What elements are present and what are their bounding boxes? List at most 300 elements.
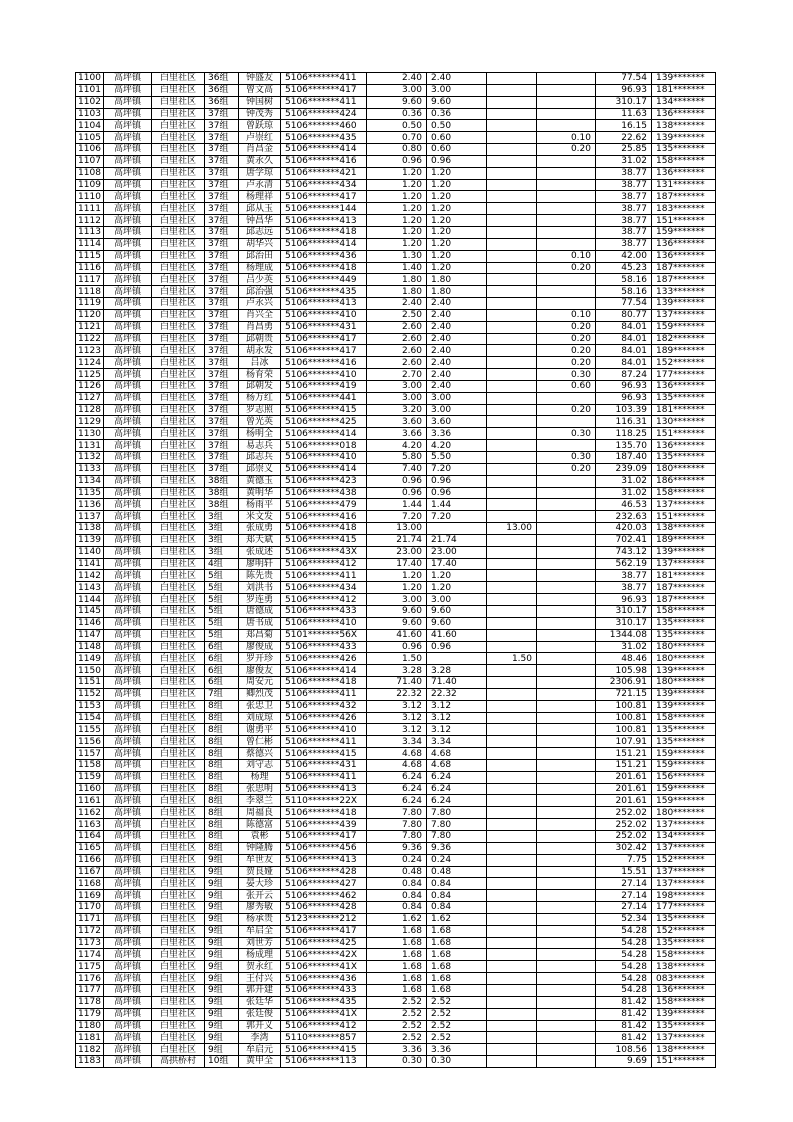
table-cell: 1.20 — [427, 167, 487, 179]
table-cell: 1156 — [76, 736, 104, 748]
table-cell: 0.10 — [537, 309, 596, 321]
table-cell: 1.68 — [367, 925, 427, 937]
table-cell: 252.02 — [596, 819, 652, 831]
table-cell: 白里社区 — [152, 345, 205, 357]
table-cell: 6.24 — [427, 783, 487, 795]
table-cell: 白里社区 — [152, 463, 205, 475]
table-cell: 白里社区 — [152, 333, 205, 345]
table-cell: 白里社区 — [152, 452, 205, 464]
table-cell — [487, 250, 537, 262]
table-cell: 3.00 — [367, 380, 427, 392]
table-row — [76, 404, 716, 416]
table-cell: 186******* — [652, 475, 716, 487]
table-cell: 晏大珍 — [239, 878, 281, 890]
table-cell: 0.20 — [537, 404, 596, 416]
table-cell — [487, 1008, 537, 1020]
table-cell: 38.77 — [596, 215, 652, 227]
table-cell: 1127 — [76, 392, 104, 404]
table-cell: 156******* — [652, 771, 716, 783]
table-cell: 张忠卫 — [239, 700, 281, 712]
table-cell — [487, 878, 537, 890]
table-cell: 白里社区 — [152, 996, 205, 1008]
table-cell: 0.10 — [537, 250, 596, 262]
table-cell: 白里社区 — [152, 736, 205, 748]
table-cell: 高坪镇 — [104, 1056, 152, 1068]
table-cell: 高坪镇 — [104, 712, 152, 724]
table-cell — [487, 345, 537, 357]
table-cell: 137******* — [652, 878, 716, 890]
table-cell: 邱崇义 — [239, 463, 281, 475]
table-cell: 高坪镇 — [104, 1044, 152, 1056]
table-cell: 邱治田 — [239, 250, 281, 262]
table-cell: 180******* — [652, 641, 716, 653]
table-cell: 81.42 — [596, 1020, 652, 1032]
table-cell — [487, 203, 537, 215]
table-cell: 1.80 — [367, 286, 427, 298]
table-cell: 张成勇 — [239, 523, 281, 535]
table-cell: 5组 — [205, 617, 239, 629]
table-cell: 杨理祥 — [239, 191, 281, 203]
table-cell: 71.40 — [427, 677, 487, 689]
table-cell: 刘成琼 — [239, 712, 281, 724]
table-row — [76, 179, 716, 191]
table-cell: 0.30 — [537, 428, 596, 440]
table-cell: 1.80 — [367, 274, 427, 286]
table-cell: 高坪镇 — [104, 617, 152, 629]
table-cell: 白里社区 — [152, 108, 205, 120]
table-cell: 22.32 — [427, 688, 487, 700]
table-row — [76, 582, 716, 594]
table-row — [76, 155, 716, 167]
table-cell — [537, 440, 596, 452]
table-row — [76, 700, 716, 712]
table-cell — [487, 937, 537, 949]
table-cell: 136******* — [652, 108, 716, 120]
table-cell — [537, 677, 596, 689]
table-cell — [537, 819, 596, 831]
table-cell: 5106*******425 — [281, 937, 367, 949]
table-cell: 唐德成 — [239, 605, 281, 617]
table-cell — [537, 1032, 596, 1044]
table-cell: 180******* — [652, 677, 716, 689]
table-cell: 白里社区 — [152, 179, 205, 191]
table-cell: 高坪镇 — [104, 416, 152, 428]
table-cell: 38.77 — [596, 167, 652, 179]
table-cell: 刘守志 — [239, 759, 281, 771]
table-cell — [537, 392, 596, 404]
table-row — [76, 771, 716, 783]
table-cell: 52.34 — [596, 913, 652, 925]
table-cell: 5106*******413 — [281, 298, 367, 310]
table-cell — [537, 226, 596, 238]
table-cell — [537, 688, 596, 700]
table-cell — [537, 475, 596, 487]
table-cell: 高坪镇 — [104, 641, 152, 653]
table-cell: 38.77 — [596, 570, 652, 582]
table-cell: 37组 — [205, 144, 239, 156]
table-cell: 17.40 — [367, 558, 427, 570]
table-cell: 1147 — [76, 629, 104, 641]
table-cell: 151.21 — [596, 748, 652, 760]
table-row — [76, 890, 716, 902]
table-cell: 159******* — [652, 759, 716, 771]
table-cell: 高坪镇 — [104, 605, 152, 617]
table-cell: 钟国树 — [239, 96, 281, 108]
table-cell: 2.50 — [367, 309, 427, 321]
table-cell: 高坪镇 — [104, 286, 152, 298]
table-row — [76, 878, 716, 890]
table-cell: 1165 — [76, 842, 104, 854]
table-cell: 高坪镇 — [104, 878, 152, 890]
table-cell — [537, 238, 596, 250]
table-cell: 高坪镇 — [104, 819, 152, 831]
table-cell: 1.20 — [367, 226, 427, 238]
table-cell: 高坪镇 — [104, 1008, 152, 1020]
table-cell: 钟隆腾 — [239, 842, 281, 854]
table-cell: 5106*******412 — [281, 594, 367, 606]
table-cell: 9组 — [205, 902, 239, 914]
table-row — [76, 819, 716, 831]
table-cell: 151******* — [652, 511, 716, 523]
table-cell: 9.36 — [367, 842, 427, 854]
table-cell — [487, 1044, 537, 1056]
table-cell: 0.96 — [427, 641, 487, 653]
table-cell: 1170 — [76, 902, 104, 914]
table-cell: 3.66 — [367, 428, 427, 440]
table-cell: 白里社区 — [152, 286, 205, 298]
table-cell: 38.77 — [596, 191, 652, 203]
table-cell: 9组 — [205, 961, 239, 973]
table-cell: 1183 — [76, 1056, 104, 1068]
table-cell: 180******* — [652, 807, 716, 819]
table-cell: 高坪镇 — [104, 795, 152, 807]
table-row — [76, 842, 716, 854]
table-cell: 白里社区 — [152, 534, 205, 546]
table-cell: 5106*******431 — [281, 759, 367, 771]
table-cell: 高坪镇 — [104, 487, 152, 499]
table-cell: 136******* — [652, 238, 716, 250]
table-cell: 5106*******435 — [281, 996, 367, 1008]
table-cell — [487, 665, 537, 677]
table-cell: 1104 — [76, 120, 104, 132]
table-cell: 1102 — [76, 96, 104, 108]
table-cell — [487, 487, 537, 499]
table-cell: 9.60 — [367, 605, 427, 617]
table-cell: 高坪镇 — [104, 783, 152, 795]
table-cell: 100.81 — [596, 700, 652, 712]
table-cell: 130******* — [652, 416, 716, 428]
table-cell: 高坪镇 — [104, 357, 152, 369]
table-cell: 5106*******414 — [281, 428, 367, 440]
table-cell — [537, 736, 596, 748]
table-cell: 高坪镇 — [104, 902, 152, 914]
table-cell: 高坪镇 — [104, 440, 152, 452]
table-cell: 5106*******438 — [281, 487, 367, 499]
table-cell: 1132 — [76, 452, 104, 464]
table-cell: 239.09 — [596, 463, 652, 475]
table-cell: 4.68 — [367, 759, 427, 771]
table-cell — [487, 736, 537, 748]
table-cell: 9组 — [205, 984, 239, 996]
table-cell: 37组 — [205, 416, 239, 428]
table-cell: 5106*******410 — [281, 452, 367, 464]
table-cell: 37组 — [205, 357, 239, 369]
table-row — [76, 724, 716, 736]
table-cell: 1.68 — [427, 937, 487, 949]
table-row — [76, 380, 716, 392]
table-cell: 1.20 — [427, 582, 487, 594]
table-row — [76, 1056, 716, 1068]
table-cell: 27.14 — [596, 890, 652, 902]
table-cell — [537, 996, 596, 1008]
table-cell: 46.53 — [596, 499, 652, 511]
table-cell: 9组 — [205, 1044, 239, 1056]
table-cell: 108.56 — [596, 1044, 652, 1056]
table-row — [76, 238, 716, 250]
table-cell: 白里社区 — [152, 748, 205, 760]
table-cell: 37组 — [205, 369, 239, 381]
table-cell: 5106*******414 — [281, 144, 367, 156]
table-cell: 5106*******449 — [281, 274, 367, 286]
table-cell: 136******* — [652, 440, 716, 452]
table-cell: 310.17 — [596, 605, 652, 617]
table-row — [76, 369, 716, 381]
table-cell: 2.40 — [427, 333, 487, 345]
table-cell: 白里社区 — [152, 475, 205, 487]
table-cell: 5110*******857 — [281, 1032, 367, 1044]
table-cell: 27.14 — [596, 878, 652, 890]
table-cell: 105.98 — [596, 665, 652, 677]
table-cell: 37组 — [205, 238, 239, 250]
table-cell: 1152 — [76, 688, 104, 700]
table-cell: 钟昌华 — [239, 215, 281, 227]
table-row — [76, 641, 716, 653]
table-cell: 138******* — [652, 120, 716, 132]
table-cell: 高坪镇 — [104, 558, 152, 570]
table-cell: 白里社区 — [152, 842, 205, 854]
table-cell: 3组 — [205, 534, 239, 546]
table-cell: 5106*******42X — [281, 949, 367, 961]
table-cell: 9.60 — [427, 96, 487, 108]
table-cell: 9组 — [205, 1008, 239, 1020]
table-cell: 0.20 — [537, 262, 596, 274]
table-cell: 0.30 — [537, 369, 596, 381]
table-row — [76, 546, 716, 558]
table-cell: 25.85 — [596, 144, 652, 156]
table-cell: 5106*******436 — [281, 250, 367, 262]
table-cell: 139******* — [652, 132, 716, 144]
table-cell: 1.20 — [367, 203, 427, 215]
table-cell: 曾光英 — [239, 416, 281, 428]
table-cell — [487, 73, 537, 85]
table-cell — [487, 819, 537, 831]
table-cell: 58.16 — [596, 286, 652, 298]
table-cell: 白里社区 — [152, 961, 205, 973]
table-cell: 白里社区 — [152, 866, 205, 878]
table-cell: 卢永兴 — [239, 298, 281, 310]
table-cell — [537, 890, 596, 902]
table-cell: 9.60 — [367, 96, 427, 108]
table-cell: 189******* — [652, 345, 716, 357]
table-cell: 2.40 — [367, 73, 427, 85]
table-cell — [487, 712, 537, 724]
table-cell — [537, 298, 596, 310]
table-cell: 7组 — [205, 688, 239, 700]
table-cell: 高坪镇 — [104, 191, 152, 203]
table-cell: 刘世芳 — [239, 937, 281, 949]
table-row — [76, 84, 716, 96]
table-cell: 白里社区 — [152, 392, 205, 404]
table-cell: 5106*******415 — [281, 748, 367, 760]
table-cell: 187******* — [652, 594, 716, 606]
table-row — [76, 831, 716, 843]
table-cell: 135.70 — [596, 440, 652, 452]
table-cell: 白里社区 — [152, 416, 205, 428]
table-cell: 3.00 — [427, 594, 487, 606]
table-cell: 1.20 — [427, 203, 487, 215]
table-cell: 2.40 — [427, 345, 487, 357]
table-cell — [537, 96, 596, 108]
table-cell: 高坪镇 — [104, 120, 152, 132]
table-cell: 0.20 — [537, 321, 596, 333]
table-cell: 0.48 — [367, 866, 427, 878]
table-cell: 5106*******435 — [281, 132, 367, 144]
table-cell: 白里社区 — [152, 321, 205, 333]
table-cell: 37组 — [205, 215, 239, 227]
table-cell: 54.28 — [596, 984, 652, 996]
table-cell: 23.00 — [367, 546, 427, 558]
table-cell: 白里社区 — [152, 582, 205, 594]
table-cell: 卢永清 — [239, 179, 281, 191]
table-cell: 1.62 — [427, 913, 487, 925]
table-cell: 3.20 — [367, 404, 427, 416]
table-cell: 白里社区 — [152, 226, 205, 238]
table-row — [76, 925, 716, 937]
table-cell: 高坪镇 — [104, 807, 152, 819]
table-cell: 310.17 — [596, 617, 652, 629]
table-cell: 0.84 — [367, 902, 427, 914]
table-cell: 38组 — [205, 499, 239, 511]
table-cell: 3组 — [205, 546, 239, 558]
table-cell: 6组 — [205, 677, 239, 689]
table-cell: 3.00 — [367, 594, 427, 606]
table-cell: 2.60 — [367, 333, 427, 345]
table-cell: 1138 — [76, 523, 104, 535]
table-cell: 1125 — [76, 369, 104, 381]
table-cell: 100.81 — [596, 712, 652, 724]
table-row — [76, 605, 716, 617]
table-cell — [537, 961, 596, 973]
table-cell: 邱志远 — [239, 226, 281, 238]
table-cell: 4.20 — [427, 440, 487, 452]
table-cell: 31.02 — [596, 641, 652, 653]
table-cell: 贺永红 — [239, 961, 281, 973]
table-cell: 1.20 — [367, 582, 427, 594]
table-cell: 15.51 — [596, 866, 652, 878]
table-cell: 1140 — [76, 546, 104, 558]
table-cell: 唐书成 — [239, 617, 281, 629]
table-cell: 白里社区 — [152, 902, 205, 914]
table-cell: 5106*******417 — [281, 831, 367, 843]
table-cell: 11.63 — [596, 108, 652, 120]
table-cell: 103.39 — [596, 404, 652, 416]
table-cell — [487, 298, 537, 310]
table-cell: 27.14 — [596, 902, 652, 914]
table-row — [76, 736, 716, 748]
table-cell: 9.60 — [427, 617, 487, 629]
table-cell — [537, 215, 596, 227]
table-cell — [537, 771, 596, 783]
table-cell: 96.93 — [596, 392, 652, 404]
table-cell: 37组 — [205, 440, 239, 452]
table-cell: 6组 — [205, 641, 239, 653]
table-cell — [487, 1032, 537, 1044]
table-cell: 54.28 — [596, 925, 652, 937]
table-cell: 131******* — [652, 179, 716, 191]
table-cell — [537, 286, 596, 298]
table-cell: 钟茂秀 — [239, 108, 281, 120]
table-cell: 8组 — [205, 712, 239, 724]
table-cell: 7.80 — [367, 819, 427, 831]
table-cell: 38.77 — [596, 582, 652, 594]
table-cell: 2.70 — [367, 369, 427, 381]
table-row — [76, 1020, 716, 1032]
table-cell — [487, 309, 537, 321]
table-cell: 159******* — [652, 226, 716, 238]
table-cell: 5106*******435 — [281, 286, 367, 298]
table-cell: 54.28 — [596, 937, 652, 949]
table-cell: 4.68 — [427, 748, 487, 760]
table-cell: 白里社区 — [152, 594, 205, 606]
table-cell: 9组 — [205, 925, 239, 937]
table-cell: 37组 — [205, 108, 239, 120]
table-cell — [537, 1020, 596, 1032]
table-cell: 743.12 — [596, 546, 652, 558]
table-cell: 96.93 — [596, 594, 652, 606]
table-cell: 7.40 — [367, 463, 427, 475]
table-cell: 高坪镇 — [104, 653, 152, 665]
table-cell: 8组 — [205, 736, 239, 748]
table-cell — [487, 262, 537, 274]
table-cell: 张廷俊 — [239, 1008, 281, 1020]
table-cell: 白里社区 — [152, 1020, 205, 1032]
table-cell — [487, 191, 537, 203]
table-cell: 9.69 — [596, 1056, 652, 1068]
table-cell: 2.52 — [427, 996, 487, 1008]
table-row — [76, 594, 716, 606]
table-cell: 高坪镇 — [104, 854, 152, 866]
table-cell: 1.62 — [367, 913, 427, 925]
table-cell: 0.70 — [367, 132, 427, 144]
table-cell: 152******* — [652, 925, 716, 937]
table-cell: 罗志照 — [239, 404, 281, 416]
table-cell: 1164 — [76, 831, 104, 843]
table-cell: 1.20 — [427, 262, 487, 274]
table-cell — [487, 605, 537, 617]
table-cell: 1145 — [76, 605, 104, 617]
table-cell: 6.24 — [367, 795, 427, 807]
table-row — [76, 902, 716, 914]
table-cell: 5106*******411 — [281, 73, 367, 85]
table-cell — [487, 570, 537, 582]
table-cell: 李翠兰 — [239, 795, 281, 807]
table-cell: 5101*******56X — [281, 629, 367, 641]
table-cell — [537, 120, 596, 132]
table-cell: 2.40 — [427, 298, 487, 310]
table-cell: 白里社区 — [152, 783, 205, 795]
table-cell: 1.44 — [427, 499, 487, 511]
table-cell: 5106*******43X — [281, 546, 367, 558]
